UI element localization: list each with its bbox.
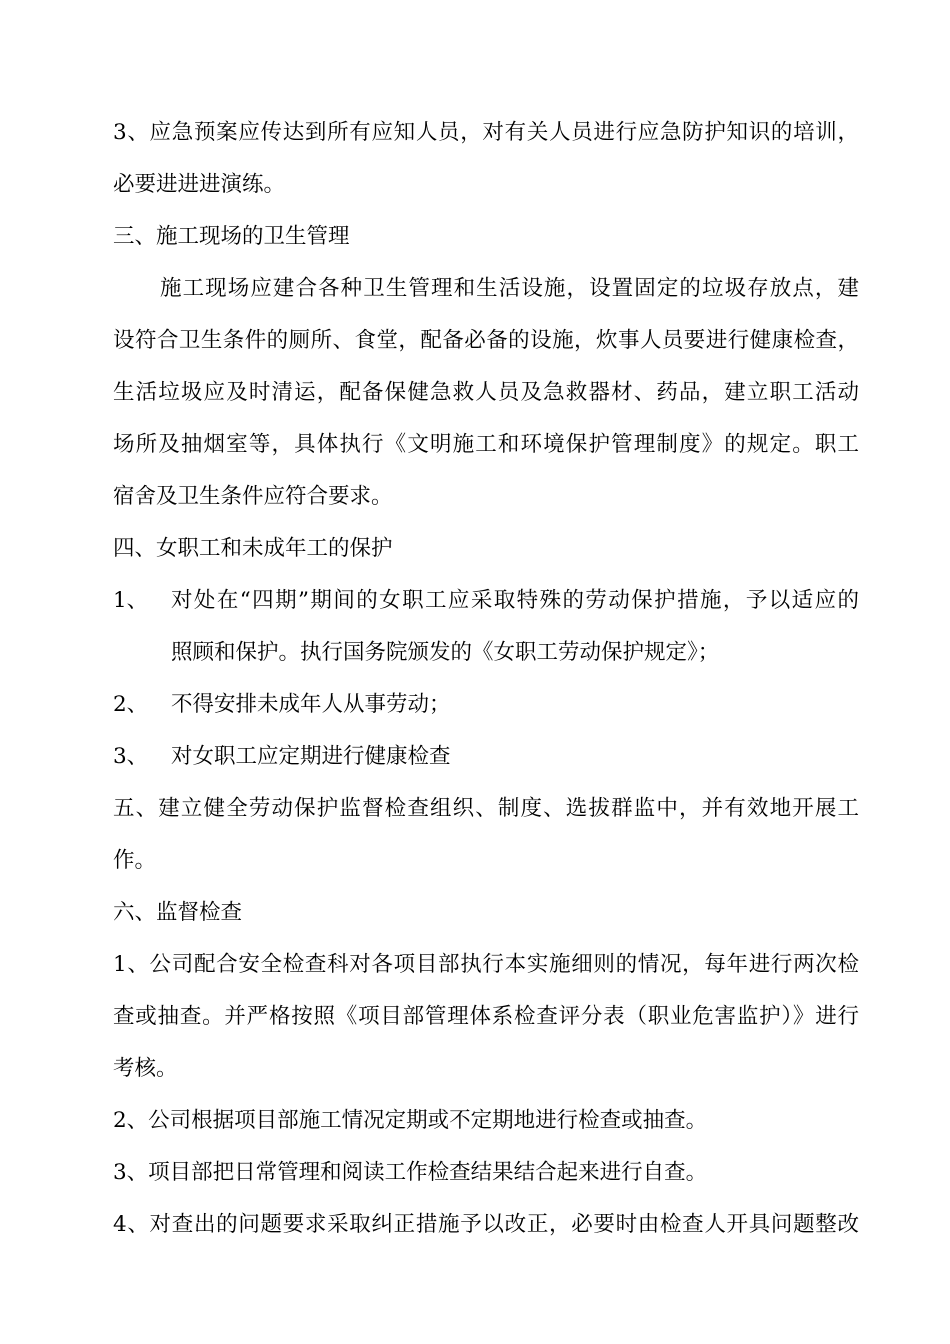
paragraph-line: 1、公司配合安全检查科对各项目部执行本实施细则的情况，每年进行两次检 [113,952,859,977]
section-heading: 三、施工现场的卫生管理 [113,224,350,249]
list-number: 3、 [113,744,149,769]
paragraph-line: 作。 [113,848,157,873]
list-number: 1、 [113,588,149,613]
paragraph-line: 场所及抽烟室等，具体执行《文明施工和环境保护管理制度》的规定。职工 [113,432,859,457]
paragraph-line: 3、应急预案应传达到所有应知人员，对有关人员进行应急防护知识的培训， [113,120,859,145]
paragraph-line: 必要进进进演练。 [113,172,286,197]
paragraph-line: 考核。 [113,1056,178,1081]
section-heading: 四、女职工和未成年工的保护 [113,536,393,561]
list-item-line: 照顾和保护。执行国务院颁发的《女职工劳动保护规定》； [171,640,720,665]
paragraph-line: 生活垃圾应及时清运，配备保健急救人员及急救器材、药品，建立职工活动 [113,380,859,405]
paragraph-line: 设符合卫生条件的厕所、食堂，配备必备的设施，炊事人员要进行健康检查， [113,328,859,353]
paragraph-line: 4、对查出的问题要求采取纠正措施予以改正，必要时由检查人开具问题整改 [113,1212,859,1237]
list-number: 2、 [113,692,149,717]
paragraph-line: 施工现场应建合各种卫生管理和生活设施，设置固定的垃圾存放点，建 [160,276,859,301]
paragraph-line: 查或抽查。并严格按照《项目部管理体系检查评分表（职业危害监护）》进行 [113,1004,859,1029]
paragraph-line: 宿舍及卫生条件应符合要求。 [113,484,393,509]
list-item-line: 对处在“四期”期间的女职工应采取特殊的劳动保护措施，予以适应的 [171,588,859,613]
section-heading: 五、建立健全劳动保护监督检查组织、制度、选拔群监中，并有效地开展工 [113,796,859,821]
list-item-line: 对女职工应定期进行健康检查 [171,744,451,769]
paragraph-line: 3、项目部把日常管理和阅读工作检查结果结合起来进行自查。 [113,1160,708,1185]
paragraph-line: 2、公司根据项目部施工情况定期或不定期地进行检查或抽查。 [113,1108,708,1133]
list-item-line: 不得安排未成年人从事劳动； [171,692,451,717]
section-heading: 六、监督检查 [113,900,243,925]
